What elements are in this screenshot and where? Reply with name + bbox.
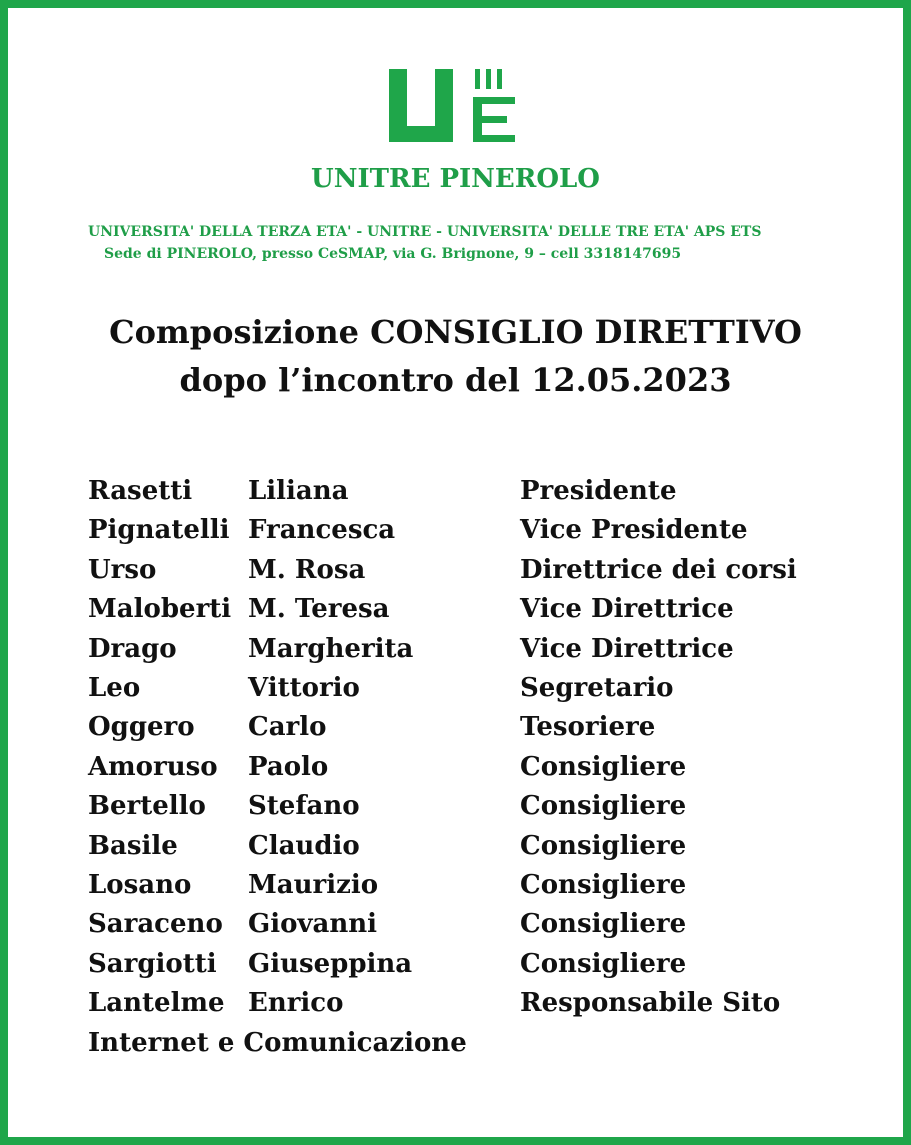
org-name: UNITRE PINEROLO [311, 164, 600, 194]
document-title: Composizione CONSIGLIO DIRETTIVO [109, 313, 802, 351]
member-surname: Lantelme [88, 988, 225, 1019]
member-name: Claudio [248, 830, 360, 861]
member-role: Vice Direttrice [520, 594, 734, 625]
document-subtitle: dopo l’incontro del 12.05.2023 [179, 361, 732, 399]
member-role: Presidente [520, 476, 677, 506]
member-name: Liliana [248, 476, 349, 506]
member-role: Vice Direttrice [520, 633, 734, 664]
member-role: Consigliere [520, 791, 687, 822]
member-surname: Saraceno [88, 909, 223, 940]
member-surname: Amoruso [88, 751, 218, 782]
member-name: Giovanni [248, 909, 378, 940]
member-surname: Sargiotti [88, 948, 217, 979]
member-surname: Rasetti [88, 476, 193, 506]
member-name: M. Rosa [248, 554, 366, 585]
member-role: Consigliere [520, 909, 687, 940]
member-surname: Drago [88, 633, 177, 664]
member-name: Stefano [248, 791, 360, 822]
member-surname: Leo [88, 672, 141, 703]
member-role: Consigliere [520, 751, 687, 782]
member-surname: Bertello [88, 791, 206, 822]
member-role: Responsabile Sito [520, 988, 781, 1019]
member-surname: Urso [88, 554, 157, 585]
member-role: Consigliere [520, 948, 687, 979]
member-role: Vice Presidente [520, 515, 748, 546]
member-role: Direttrice dei corsi [520, 554, 797, 585]
org-subtitle: UNIVERSITA' DELLA TERZA ETA' - UNITRE - UNIVERSITA' DELLE TRE ETA' APS ETS [88, 224, 762, 240]
member-surname: Pignatelli [88, 515, 230, 546]
member-name: Margherita [248, 633, 414, 664]
member-name: Giuseppina [248, 948, 413, 979]
member-surname: Basile [88, 830, 178, 861]
member-name: Carlo [248, 712, 327, 743]
member-name: Vittorio [248, 672, 360, 703]
member-role: Consigliere [520, 830, 687, 861]
member-role: Consigliere [520, 869, 687, 900]
role-continuation: Internet e Comunicazione [88, 1028, 467, 1058]
member-name: Enrico [248, 988, 344, 1019]
unitre-logo-icon [389, 69, 515, 149]
member-name: Francesca [248, 515, 396, 546]
member-name: M. Teresa [248, 594, 390, 625]
member-name: Maurizio [248, 869, 379, 900]
member-role: Tesoriere [520, 712, 656, 743]
member-surname: Maloberti [88, 594, 232, 625]
org-address: Sede di PINEROLO, presso CeSMAP, via G. Brignone, 9 – cell 3318147695 [104, 246, 682, 262]
member-surname: Losano [88, 869, 192, 900]
member-surname: Oggero [88, 712, 195, 743]
member-name: Paolo [248, 751, 329, 782]
member-role: Segretario [520, 672, 674, 703]
